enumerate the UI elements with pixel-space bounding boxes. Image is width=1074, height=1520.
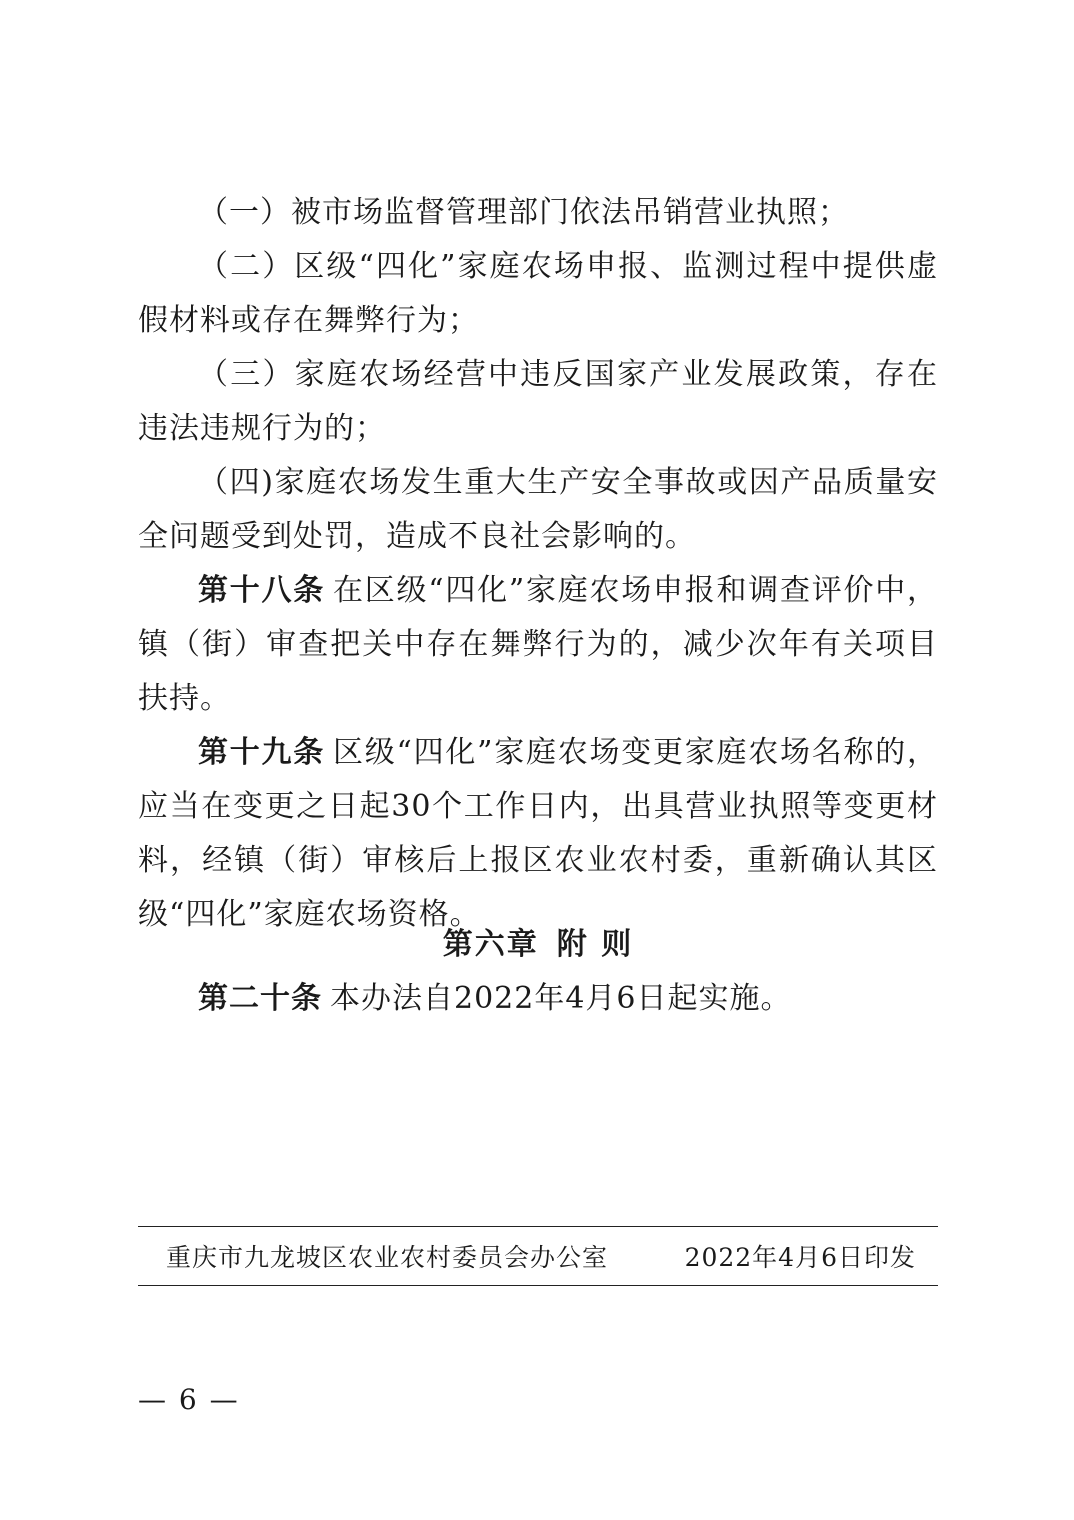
chapter-title <box>138 918 938 972</box>
clause-3 <box>138 348 938 456</box>
article-18 <box>138 564 938 726</box>
clause-4 <box>138 456 938 564</box>
footer-bottom-rule <box>138 1285 938 1286</box>
chapter-name: 附 则 <box>556 927 634 962</box>
article-19-text: 区级“四化”家庭农场变更家庭农场名称的，应当在变更之日起30个工作日内，出具营业执照等变更材料，经镇（街）审核后上报区农业农村委，重新确认其区级“四化”家庭农场资格。 <box>138 735 938 932</box>
article-19 <box>138 726 938 942</box>
footer-issuer: 重庆市九龙坡区农业农村委员会办公室 <box>166 1243 609 1272</box>
clause-2 <box>138 240 938 348</box>
footer-top-rule <box>138 1226 938 1227</box>
article-20 <box>138 972 938 1026</box>
article-19-heading: 第十九条 <box>198 735 326 770</box>
article-20-heading: 第二十条 <box>198 981 322 1016</box>
body-text <box>138 186 938 942</box>
article-20-text: 本办法自2022年4月6日起实施。 <box>330 981 792 1016</box>
clause-1-text: （一）被市场监督管理部门依法吊销营业执照； <box>198 195 849 230</box>
article-18-text: 在区级“四化”家庭农场申报和调查评价中，镇（街）审查把关中存在舞弊行为的，减少次年有关项目扶持。 <box>138 573 938 716</box>
page-number: — 6 — <box>138 1383 240 1416</box>
clause-4-text: （四)家庭农场发生重大生产安全事故或因产品质量安全问题受到处罚，造成不良社会影响的。 <box>138 465 938 554</box>
footer-issue-date: 2022年4月6日印发 <box>684 1243 916 1272</box>
clause-3-text: （三）家庭农场经营中违反国家产业发展政策，存在违法违规行为的； <box>138 357 938 446</box>
chapter-number: 第六章 <box>442 927 539 962</box>
article-18-heading: 第十八条 <box>198 573 326 608</box>
footer-imprint <box>138 1236 938 1280</box>
clause-2-text: （二）区级“四化”家庭农场申报、监测过程中提供虚假材料或存在舞弊行为； <box>138 249 938 338</box>
clause-1 <box>138 186 938 240</box>
